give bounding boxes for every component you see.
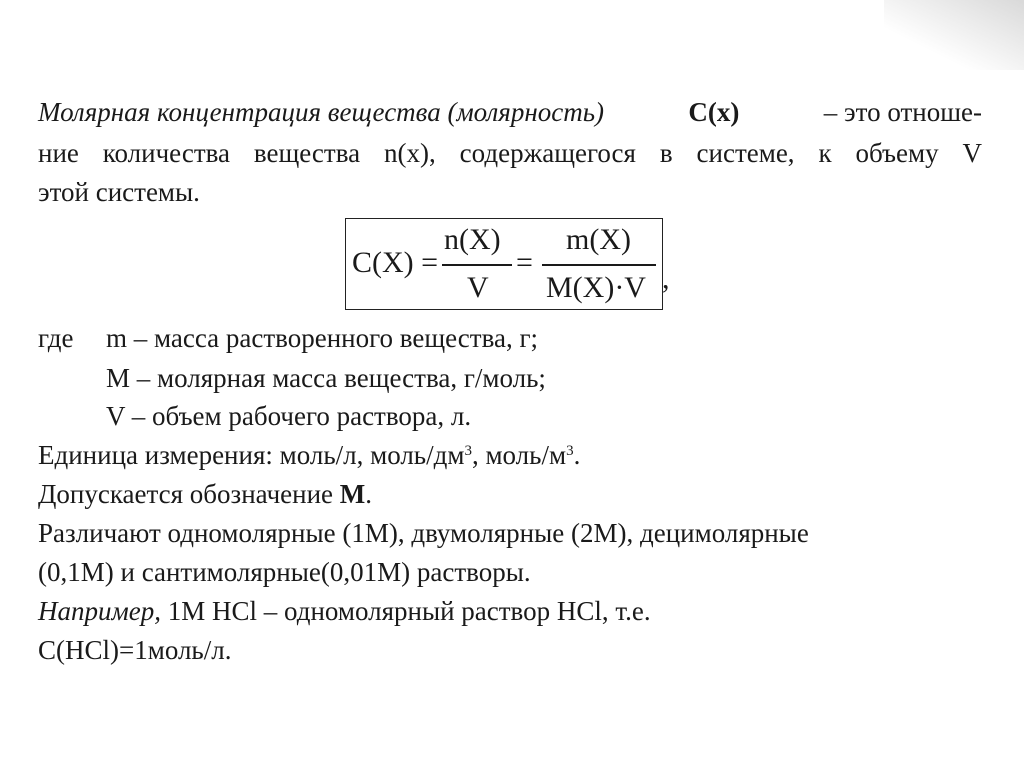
types-line-1: Различают одномолярные (1М), двумолярные (2М), децимолярные — [38, 518, 809, 548]
units-text-2: , моль/м — [471, 440, 567, 470]
notation-symbol: М — [339, 479, 366, 509]
legend-where: где — [38, 323, 74, 353]
units-line — [38, 439, 580, 471]
definition-line-2-text: ние количества вещества n(x), содержащегося в системе, к объему V — [38, 138, 982, 168]
formula-fraction2-bar — [542, 264, 656, 266]
formula-fraction2-denominator: M(X)·V — [546, 271, 646, 304]
formula-fraction1-bar — [442, 264, 512, 266]
units-exponent-2: 3 — [566, 443, 574, 459]
definition-text: – это отноше- — [823, 97, 982, 127]
formula-fraction1-numerator: n(X) — [444, 223, 501, 256]
formula-trailing-comma: , — [662, 262, 670, 295]
formula-fraction1-denominator: V — [467, 271, 489, 304]
notation-line — [38, 478, 372, 510]
notation-end: . — [365, 479, 372, 509]
legend-m: m – масса растворенного вещества, г; — [106, 323, 539, 353]
units-exponent-1: 3 — [464, 443, 472, 459]
page-corner-shade — [884, 0, 1024, 70]
example-line-1 — [38, 595, 651, 627]
formula-box — [345, 218, 663, 310]
definition-line-1 — [38, 96, 982, 128]
legend-V: V – объем рабочего раствора, л. — [106, 401, 472, 431]
types-line-2: (0,1М) и сантимолярные(0,01М) растворы. — [38, 557, 531, 587]
units-text-3: . — [573, 440, 581, 470]
definition-line-3: этой системы. — [38, 177, 200, 207]
formula-lhs: C(X) = — [352, 246, 439, 279]
example-line-2: С(HCl)=1моль/л. — [38, 635, 232, 665]
legend-M: M – молярная масса вещества, г/моль; — [106, 363, 546, 393]
definition-line-2 — [38, 137, 982, 169]
example-label: Например, — [38, 596, 161, 626]
example-text: 1М HCl – одномолярный раствор HCl, т.е. — [167, 596, 651, 626]
units-text-1: Единица измерения: моль/л, моль/дм — [38, 440, 465, 470]
formula-equals: = — [516, 246, 533, 279]
formula-fraction2-numerator: m(X) — [566, 223, 631, 256]
definition-term: Молярная концентрация вещества (молярность) — [38, 97, 604, 127]
definition-symbol: C(x) — [688, 97, 740, 127]
notation-text: Допускается обозначение — [38, 479, 334, 509]
